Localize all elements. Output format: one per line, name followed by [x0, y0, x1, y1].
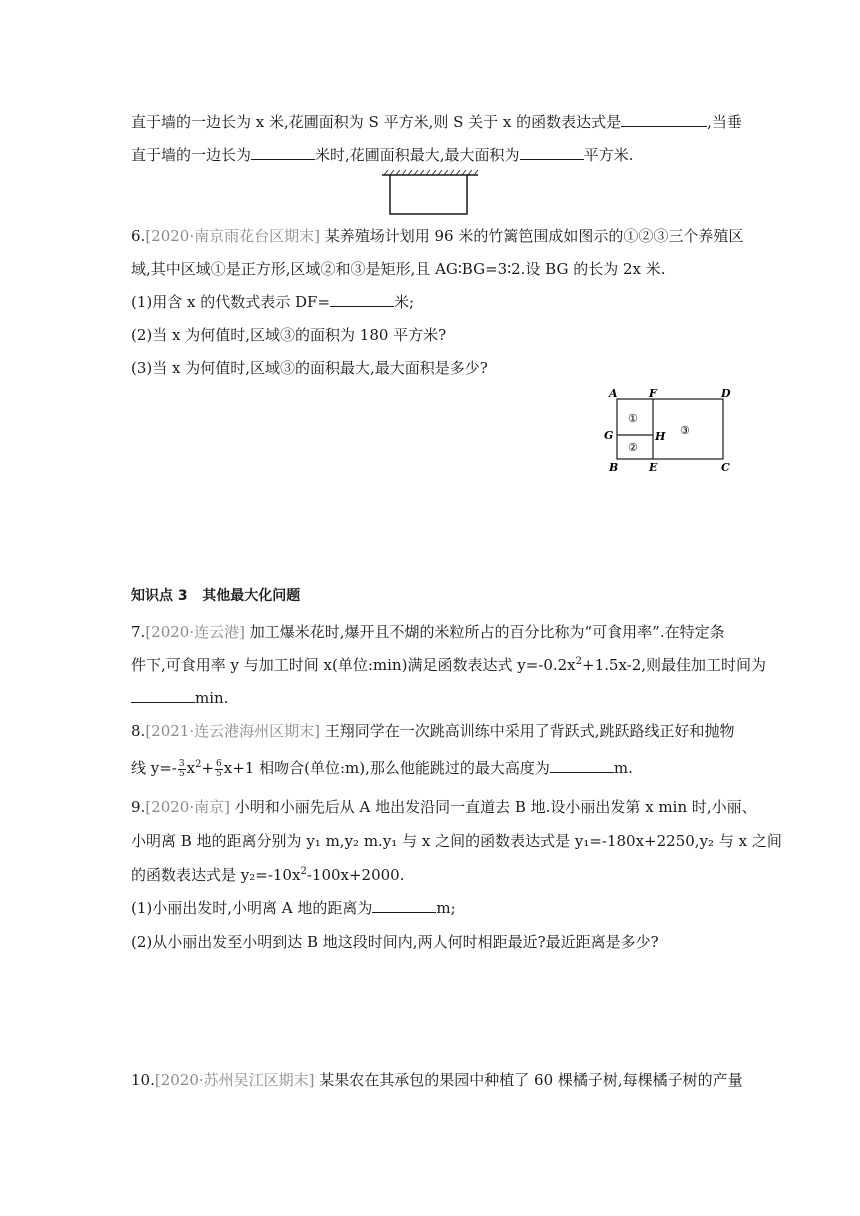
q5-line-1: 直于墙的一边长为 x 米,花圃面积为 S 平方米,则 S 关于 x 的函数表达式是 ,当垂: [131, 113, 742, 131]
q8-line-1: 8.[2021·连云港海州区期末] 王翔同学在一次跳高训练中采用了背跃式,跳跃路线正好和抛物: [131, 722, 735, 740]
source-tag: [2020·连云港]: [145, 623, 245, 641]
q7-line-2: 件下,可食用率 y 与加工时间 x(单位:min)满足函数表达式 $y=-0.2x^2+1.5x-2$,则最佳加工时间为: [131, 656, 767, 674]
label-D: D: [721, 387, 731, 400]
q9-line-1: 9.[2020·南京] 小明和小丽先后从 A 地出发沿同一直道去 B 地.设小丽出发第 x min 时,小丽、: [131, 798, 757, 816]
region-2-label: ②: [628, 441, 638, 454]
q9-line-2: 小明离 B 地的距离分别为 y₁ m,y₂ m.y₁ 与 x 之间的函数表达式是 y₁=-180x+2250,y₂ 与 x 之间: [131, 832, 782, 850]
source-tag: [2020·苏州吴江区期末]: [154, 1071, 315, 1089]
garden-wall-figure: [380, 168, 480, 218]
answer-blank[interactable]: [251, 145, 315, 160]
label-F: F: [649, 387, 657, 400]
source-tag: [2021·连云港海州区期末]: [145, 722, 320, 740]
q6-line-1: 6.[2020·南京雨花台区期末] 某养殖场计划用 96 米的竹篱笆围成如图示的①②③三个养殖区: [131, 227, 744, 245]
label-E: E: [649, 461, 658, 474]
answer-blank[interactable]: [131, 688, 195, 703]
label-C: C: [721, 461, 730, 474]
fraction-3-5: $\frac{3}{5}$: [178, 758, 185, 779]
q6-part-2: (2)当 x 为何值时,区域③的面积为 180 平方米?: [131, 326, 447, 344]
q10-line-1: 10.[2020·苏州吴江区期末] 某果农在其承包的果园中种植了 60 棵橘子树,每棵橘子树的产量: [131, 1071, 743, 1089]
q9-line-3: 的函数表达式是 $y_2=-10x^2-100x+2000$.: [131, 866, 405, 884]
region-3-label: ③: [680, 424, 690, 437]
q6-line-2: 域,其中区域①是正方形,区域②和③是矩形,且 AG∶BG=3∶2.设 BG 的长为 2x 米.: [131, 260, 666, 278]
q5-line-2: 直于墙的一边长为 米时,花圃面积最大,最大面积为 平方米.: [131, 146, 634, 164]
q6-part-3: (3)当 x 为何值时,区域③的面积最大,最大面积是多少?: [131, 359, 488, 377]
q9-part-1: (1)小丽出发时,小明离 A 地的距离为 m;: [131, 899, 456, 917]
q9-part-2: (2)从小丽出发至小明到达 B 地这段时间内,两人何时相距最近?最近距离是多少?: [131, 933, 659, 951]
answer-blank[interactable]: [520, 145, 584, 160]
farm-regions-figure: [600, 384, 740, 476]
q6-part-1: (1)用含 x 的代数式表示 DF= 米;: [131, 293, 415, 311]
source-tag: [2020·南京]: [145, 798, 230, 816]
region-1-label: ①: [628, 412, 638, 425]
label-B: B: [609, 461, 619, 474]
answer-blank[interactable]: [550, 758, 614, 773]
section-heading: 知识点 3 其他最大化问题: [131, 588, 301, 604]
label-A: A: [609, 387, 618, 400]
label-H: H: [655, 430, 666, 443]
answer-blank[interactable]: [372, 898, 436, 913]
answer-blank[interactable]: [330, 292, 394, 307]
q8-line-2: 线 y=- $\frac{3}{5}$ $x^2+$ $\frac{6}{5}$ x+1 相吻合(单位:m),那么他能跳过的最大高度为 m.: [131, 758, 633, 779]
q7-line-1: 7.[2020·连云港] 加工爆米花时,爆开且不煳的米粒所占的百分比称为“可食用率”.在特定条: [131, 623, 725, 641]
answer-blank[interactable]: [621, 112, 707, 127]
source-tag: [2020·南京雨花台区期末]: [145, 227, 320, 245]
label-G: G: [604, 429, 614, 442]
q7-line-3: min.: [131, 688, 228, 708]
fraction-6-5: $\frac{6}{5}$: [216, 758, 222, 779]
